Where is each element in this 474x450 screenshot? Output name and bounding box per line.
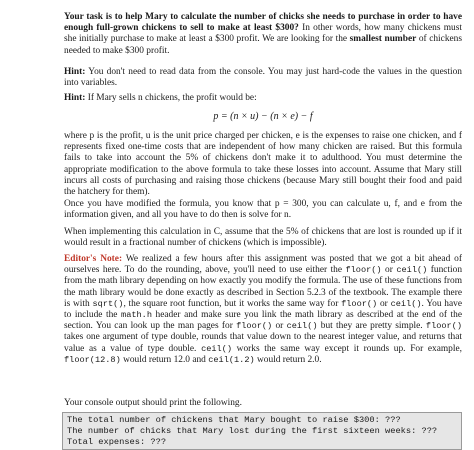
code-ceil: ceil() xyxy=(396,265,428,276)
console-line: The number of chicks that Mary lost during the first sixteen weeks: ??? xyxy=(67,426,438,437)
note-text: , the square root function, but it works the same way for xyxy=(123,298,342,309)
formula-explanation: where p is the profit, u is the unit price charged per chicken, e is the expenses to raise one chicken, and f represents fixed one-time costs that are independent of how many chicken are raised. But this formula fails to take into account the 5% of chickens don't make it to adulthood. You must determine the appropriate modification to the above formula to take these losses into account. Assume that Mary still incurs all costs of purchasing and raising those chickens (because Mary still bought their food and paid the hatchery for them). xyxy=(64,131,462,198)
code-ceil: ceil() xyxy=(390,298,422,309)
note-text: would return 12.0 and xyxy=(120,354,209,365)
note-text: . You have to include the xyxy=(64,298,463,321)
hint-text: You don't need to read data from the console. You may just hard-code the values in the question into variables. xyxy=(64,67,462,89)
console-output-box xyxy=(62,412,462,450)
note-text: or xyxy=(381,265,397,276)
note-text: or xyxy=(272,321,287,332)
code-ceil: ceil() xyxy=(286,321,318,332)
editors-note-label: Editor's Note: xyxy=(64,254,123,264)
console-line: The total number of chickens that Mary bought to raise $300: ??? xyxy=(67,415,401,425)
code-ceil-example: ceil(1.2) xyxy=(208,354,255,365)
note-text: but they are pretty simple. xyxy=(317,321,426,332)
task-rest: In other words, how many chickens must she initially purchase to make at least a $300 profit. We are looking for the xyxy=(64,23,462,45)
note-text: function from the math library depending on how exactly you modify the formula. The use of these functions from the math library would be done exactly as described in Section 5.2.3 of the textbook. The example there is with xyxy=(64,265,463,309)
hint-paragraph-2 xyxy=(64,93,462,104)
hint-text: If Mary sells n chickens, the profit would be: xyxy=(85,93,257,103)
hint-paragraph-1 xyxy=(64,67,462,89)
task-smallest: smallest number xyxy=(349,34,417,45)
code-floor: floor() xyxy=(236,321,273,332)
code-math-h: math.h xyxy=(121,310,152,321)
note-text: works the same way except it rounds up. For example, xyxy=(232,343,462,354)
code-floor: floor() xyxy=(341,298,378,309)
modified-formula-paragraph: Once you have modified the formula, you know that p = 300, you can calculate u, f, and e from the information given, and all you have to do then is solve for n. xyxy=(64,199,462,221)
editors-note xyxy=(64,254,462,366)
note-text: takes one argument of type double, rounds that value down to the nearest integer value, and returns that value as a value of type double. xyxy=(64,332,462,354)
code-ceil: ceil() xyxy=(201,343,233,354)
hint-label: Hint: xyxy=(64,67,86,77)
console-line: Total expenses: ??? xyxy=(67,437,167,448)
note-text: We realized a few hours after this assignment was posted that we got a bit ahead of ourselves here. To do the rounding, above, you'll need to use either the xyxy=(64,254,462,276)
code-floor: floor() xyxy=(345,265,382,276)
implementation-paragraph: When implementing this calculation in C, assume that the 5% of chickens that are lost is rounded up if it would result in a fractional number of chickens (which is impossible). xyxy=(64,227,462,249)
profit-equation: p = (n × u) − (n × e) − f xyxy=(213,111,313,122)
task-tail: of chickens needed to make $300 profit. xyxy=(64,34,463,56)
note-text: header and make sure you link the math library as described at the end of the section. You can look up the man pages for xyxy=(64,310,462,332)
note-text: or xyxy=(377,298,391,309)
task-lead: Your task is to help Mary to calculate the number of chicks she needs to purchase in order to have enough full-grown chickens to sell to make at least $300? xyxy=(64,12,462,34)
hint-label: Hint: xyxy=(64,93,86,103)
task-paragraph xyxy=(64,12,462,57)
code-sqrt: sqrt() xyxy=(92,298,124,309)
code-floor-example: floor(12.8) xyxy=(64,354,121,365)
console-intro: Your console output should print the following. xyxy=(64,398,242,408)
note-text: would return 2.0. xyxy=(254,354,322,365)
code-floor: floor() xyxy=(425,321,463,332)
